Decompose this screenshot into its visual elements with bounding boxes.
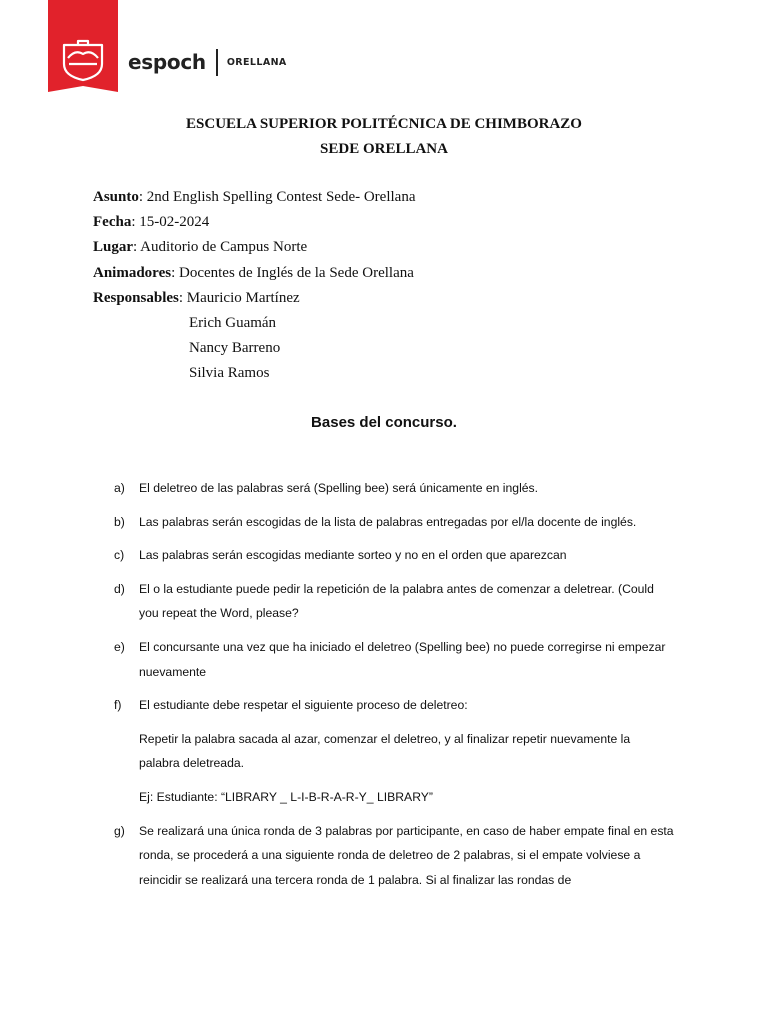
rule-text: El concursante una vez que ha iniciado el deletreo (Spelling bee) no puede corregirse ni empezar nuevamente	[139, 639, 666, 679]
rule-marker: b)	[114, 514, 125, 529]
espoch-logo	[48, 0, 118, 92]
fecha-value: : 15-02-2024	[131, 214, 210, 231]
rule-item	[114, 510, 674, 535]
responsable-name: Nancy Barreno	[189, 340, 281, 357]
rule-item	[114, 543, 674, 568]
responsable-name: Erich Guamán	[189, 314, 277, 331]
rule-item	[114, 635, 674, 684]
rule-marker: d)	[114, 581, 125, 596]
rule-example-text: Ej: Estudiante: “LIBRARY _ L-I-B-R-A-R-Y_ LIBRARY”	[139, 789, 433, 804]
rule-marker: g)	[114, 823, 125, 838]
responsables-label: Responsables	[93, 289, 179, 306]
rule-marker: c)	[114, 548, 125, 563]
lugar-row	[93, 235, 416, 260]
rule-item	[114, 819, 674, 893]
document-header	[0, 112, 768, 162]
rule-text: Las palabras serán escogidas de la lista de palabras entregadas por el/la docente de inglés.	[139, 514, 637, 529]
animadores-row	[93, 261, 416, 286]
asunto-value: : 2nd English Spelling Contest Sede- Orellana	[138, 189, 416, 205]
responsable-name: Silvia Ramos	[189, 365, 270, 382]
rule-marker: a)	[114, 481, 125, 495]
brand-name: espoch	[128, 50, 206, 74]
fecha-row	[93, 210, 416, 235]
rule-item	[114, 476, 674, 501]
institution-name: ESCUELA SUPERIOR POLITÉCNICA DE CHIMBORAZO	[186, 116, 582, 132]
lugar-value: : Auditorio de Campus Norte	[133, 239, 308, 256]
animadores-label: Animadores	[93, 264, 172, 281]
rule-item	[114, 693, 674, 809]
rule-detail-text: Repetir la palabra sacada al azar, comenzar el deletreo, y al finalizar repetir nuevamente la palabra deletreada.	[139, 731, 631, 771]
section-title: Bases del concurso.	[311, 414, 457, 431]
asunto-label: Asunto	[93, 189, 139, 205]
rule-item	[114, 577, 674, 626]
campus-name: SEDE ORELLANA	[320, 141, 448, 157]
brand-divider	[216, 49, 218, 76]
fecha-label: Fecha	[93, 214, 132, 231]
responsables-row	[93, 286, 416, 311]
lugar-label: Lugar	[93, 239, 134, 256]
animadores-value: : Docentes de Inglés de la Sede Orellana	[171, 264, 414, 281]
rule-text: El estudiante debe respetar el siguiente proceso de deletreo:	[139, 698, 468, 713]
responsable-name: : Mauricio Martínez	[178, 289, 300, 306]
brand-header	[128, 48, 287, 76]
rule-text: Las palabras serán escogidas mediante sorteo y no en el orden que aparezcan	[139, 548, 567, 563]
rule-text: Se realizará una única ronda de 3 palabras por participante, en caso de haber empate final en esta ronda, se procederá a una siguiente ronda de deletreo de 2 palabras, si el empate volviese a reincidir se realizará una tercera ronda de 1 palabra. Si al finalizar las rondas de	[139, 823, 674, 887]
brand-campus: ORELLANA	[226, 57, 287, 68]
event-details	[93, 185, 416, 387]
rule-text: El deletreo de las palabras será (Spelling bee) será únicamente en inglés.	[139, 481, 539, 495]
rule-text: El o la estudiante puede pedir la repetición de la palabra antes de comenzar a deletrear. (Could you repeat the Word, please?	[139, 581, 654, 621]
rule-marker: f)	[114, 698, 122, 713]
asunto-row	[93, 185, 416, 210]
rule-marker: e)	[114, 639, 125, 654]
contest-rules-list	[114, 476, 674, 901]
